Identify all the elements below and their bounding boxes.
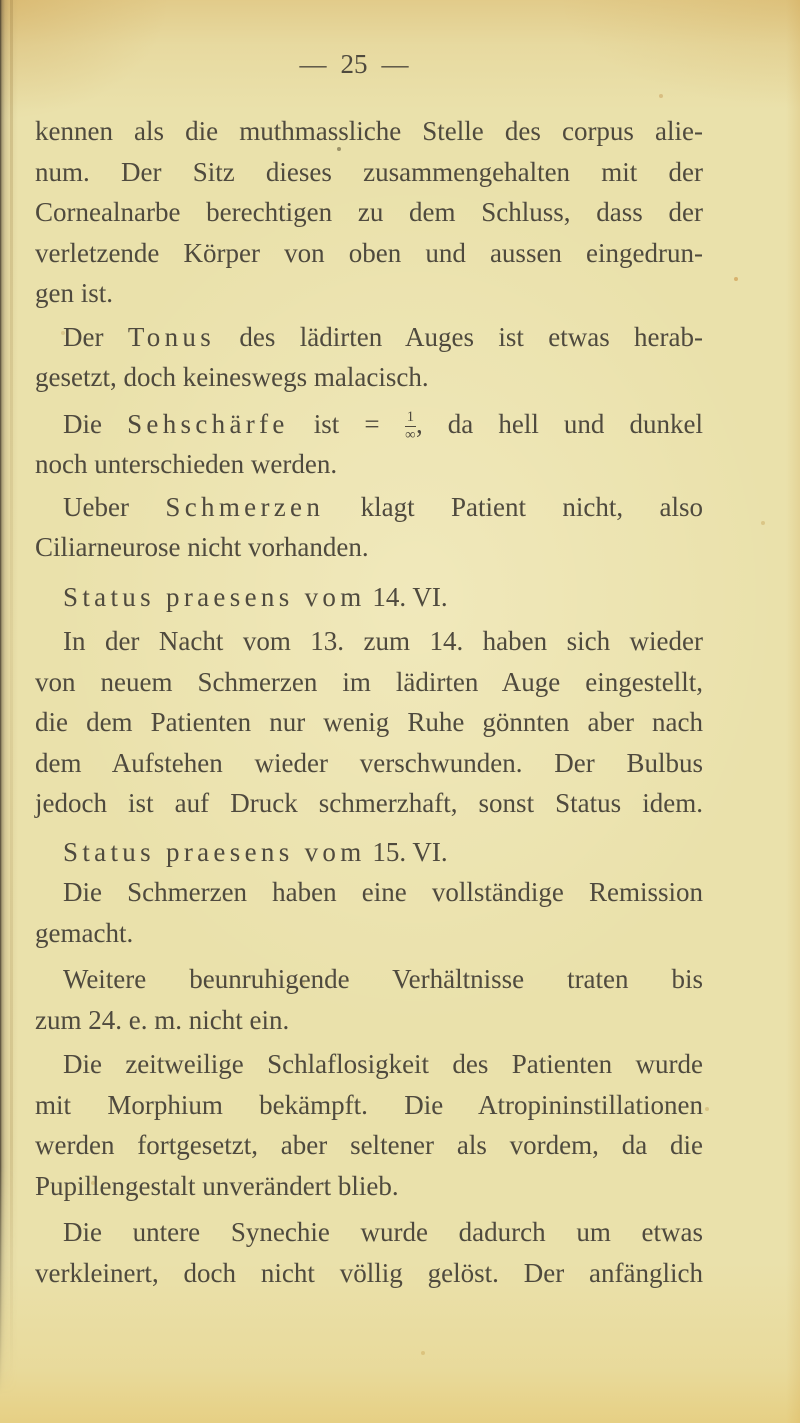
- paragraph-5-status-heading: [35, 577, 703, 618]
- text-line: [35, 487, 703, 528]
- paragraph-9: [35, 959, 703, 1040]
- header-dash-left: —: [299, 49, 327, 79]
- text-line: In der Nacht vom 13. zum 14. haben sich wieder: [63, 626, 703, 656]
- text-segment: , da hell und dunkel: [415, 408, 703, 439]
- text-line: verletzende Körper von oben und aussen eingedrun-: [35, 237, 703, 268]
- header-dash-right: —: [381, 49, 409, 79]
- text-segment: Die: [63, 408, 128, 439]
- text-line: noch unterschieden werden.: [35, 449, 338, 479]
- status-praesens-heading: [35, 832, 703, 873]
- text-line: mit Morphium bekämpft. Die Atropininstillationen: [35, 1089, 703, 1120]
- paragraph-10: [35, 1044, 703, 1206]
- status-date: 15. VI.: [365, 836, 448, 867]
- page-crease-line: [10, 0, 13, 1423]
- text-line: num. Der Sitz dieses zusammengehalten mit der: [35, 156, 703, 187]
- text-line: Ciliarneurose nicht vorhanden.: [35, 532, 369, 562]
- text-column: [35, 111, 703, 1293]
- fraction-numerator: 1: [406, 409, 414, 426]
- text-line: Pupillengestalt unverändert blieb.: [35, 1170, 399, 1201]
- text-line: [35, 317, 703, 358]
- page-left-edge-shadow: [0, 0, 18, 1423]
- text-line: von neuem Schmerzen im lädirten Auge eingestellt,: [35, 666, 703, 697]
- paragraph-3: [35, 404, 703, 485]
- emphasized-word-tonus: Tonus: [127, 321, 216, 352]
- text-line: kennen als die muthmassliche Stelle des corpus alie-: [35, 116, 703, 146]
- text-line: Die untere Synechie wurde dadurch um etwas: [63, 1217, 703, 1247]
- text-line: Weitere beunruhigende Verhältnisse traten bis: [63, 964, 703, 994]
- text-segment: Der: [63, 321, 128, 352]
- paragraph-4: [35, 487, 703, 568]
- paragraph-8: [35, 872, 703, 953]
- text-line: Die Schmerzen haben eine vollständige Remission: [63, 877, 703, 907]
- text-segment: klagt Patient nicht, also: [324, 491, 703, 522]
- text-segment: des lädirten Auges ist etwas herab-: [215, 321, 703, 352]
- text-line: zum 24. e. m. nicht ein.: [35, 1004, 290, 1035]
- emphasized-phrase-status-praesens: Status praesens vom: [63, 581, 366, 612]
- text-line: [35, 404, 703, 445]
- emphasized-word-schmerzen: Schmerzen: [165, 491, 325, 522]
- fraction-denominator-infinity: ∞: [405, 426, 416, 443]
- text-segment: ist =: [288, 408, 405, 439]
- paragraph-11: [35, 1212, 703, 1293]
- text-line: dem Aufstehen wieder verschwunden. Der Bulbus: [35, 747, 703, 778]
- visual-acuity-fraction: [405, 409, 416, 443]
- paragraph-2: [35, 317, 703, 398]
- emphasized-phrase-status-praesens: Status praesens vom: [63, 836, 366, 867]
- text-line: jedoch ist auf Druck schmerzhaft, sonst Status idem.: [35, 788, 703, 818]
- status-date: 14. VI.: [365, 581, 448, 612]
- text-line: gen ist.: [35, 278, 113, 308]
- text-line: werden fortgesetzt, aber seltener als vordem, da die: [35, 1130, 703, 1160]
- emphasized-word-sehschaerfe: Sehschärfe: [127, 408, 289, 439]
- status-praesens-heading: [35, 577, 703, 618]
- text-line: gemacht.: [35, 917, 134, 948]
- text-line: Die zeitweilige Schlaflosigkeit des Patienten wurde: [63, 1049, 703, 1079]
- page-header: [35, 44, 703, 84]
- text-line: verkleinert, doch nicht völlig gelöst. Der anfänglich: [35, 1257, 703, 1288]
- page-number: 25: [340, 49, 368, 79]
- text-line: die dem Patienten nur wenig Ruhe gönnten aber nach: [35, 707, 703, 737]
- paper-specks: [0, 0, 2, 2]
- text-segment: Ueber: [63, 491, 166, 522]
- paragraph-1: [35, 111, 703, 314]
- text-line: gesetzt, doch keineswegs malacisch.: [35, 362, 429, 392]
- paragraph-6: [35, 621, 703, 824]
- paragraph-7-status-heading: [35, 832, 703, 873]
- text-line: Cornealnarbe berechtigen zu dem Schluss, dass der: [35, 197, 703, 227]
